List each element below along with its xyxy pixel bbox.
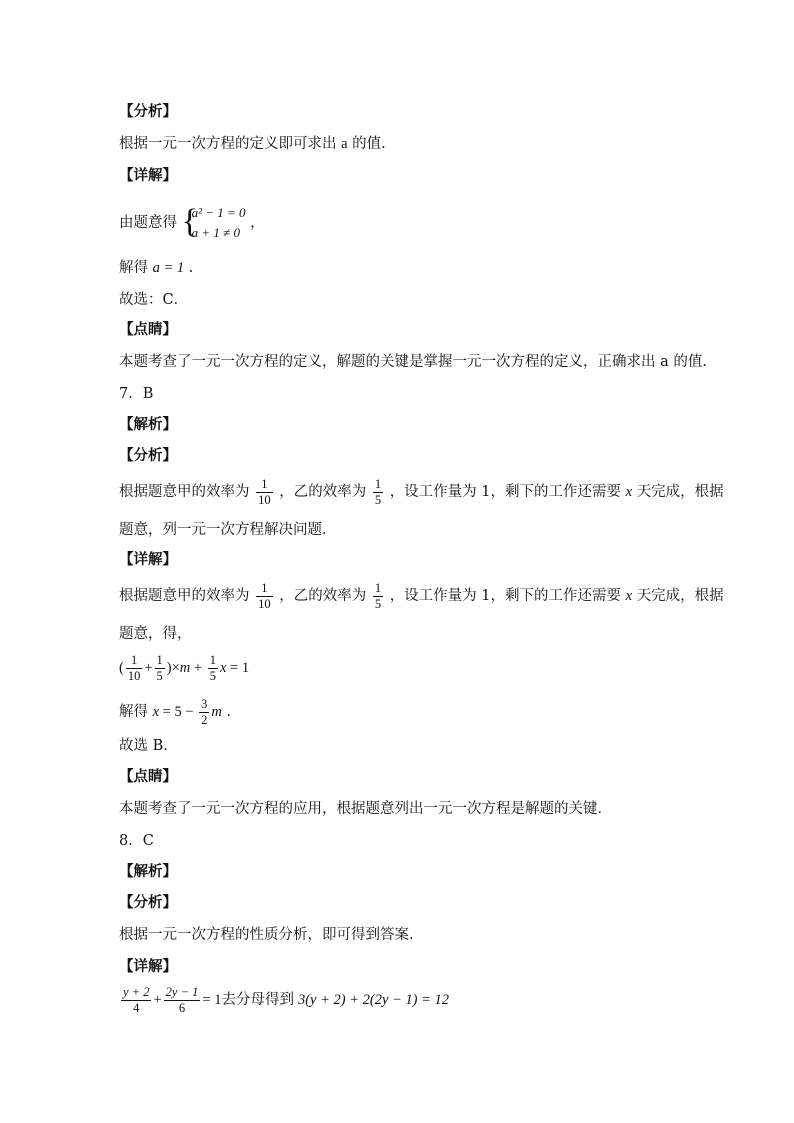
frac-num: 1: [156, 653, 163, 668]
answer-line-7: 故选 B．: [119, 738, 178, 754]
fraction-1-5: [208, 653, 218, 684]
eq-var-x: x: [219, 660, 227, 676]
jiede-7-var-m: m: [211, 704, 222, 720]
eq-open-paren: (: [119, 660, 124, 676]
frac-num: 1: [374, 476, 382, 491]
fenxi-heading: 【分析】: [119, 103, 177, 120]
frac-den: 4: [133, 1001, 140, 1016]
eq-plus-2: +: [190, 660, 206, 676]
fenxi-text-post: 的值.: [352, 136, 386, 152]
jiede-7-var-x: x: [152, 704, 160, 720]
system-eq-1: a² − 1 = 0: [191, 205, 246, 220]
fenxi-text-var: a: [341, 136, 348, 152]
jiede-period: .: [188, 260, 194, 276]
frac-num: 1: [374, 580, 382, 595]
fenxi-text-8: 根据一元一次方程的性质分析，即可得到答案．: [119, 927, 424, 943]
frac-num: 2y − 1: [165, 985, 199, 1000]
answer-line: 故选：C．: [119, 292, 189, 308]
jiede-equation: a = 1: [152, 260, 185, 276]
fraction-1-5: [373, 581, 383, 612]
jiede-7-label: 解得: [119, 704, 148, 720]
eq8-equals-1: = 1: [202, 992, 222, 1008]
fenxi-heading-8: 【分析】: [119, 894, 177, 911]
frac-den: 5: [209, 669, 216, 684]
jiede-7-mid: = 5 −: [159, 704, 198, 720]
frac-num: 1: [256, 477, 273, 493]
xiangjie-7-line-2: 题意，得，: [119, 626, 192, 642]
fraction-1-5: [155, 653, 165, 684]
frac-den: 10: [127, 669, 141, 684]
frac-num: 1: [256, 581, 273, 597]
yiti-comma: ，: [250, 215, 265, 231]
frac-num: 3: [201, 696, 208, 711]
dianjing-heading: 【点睛】: [119, 321, 177, 338]
equation-system-line: [119, 203, 265, 243]
dianjing-heading-7: 【点睛】: [119, 768, 177, 785]
f1-text-b: ，乙的效率为: [279, 484, 367, 500]
system-eq-2: a + 1 ≠ 0: [191, 225, 241, 240]
eq8-plus: +: [153, 992, 162, 1008]
jiede-label: 解得: [119, 260, 148, 276]
f1-text-a: 根据题意甲的效率为: [119, 484, 250, 500]
f1-var-x: x: [625, 484, 633, 500]
question-number-8: 8．C: [119, 833, 154, 849]
fenxi-heading-7: 【分析】: [119, 447, 177, 464]
frac-den: 6: [178, 1001, 186, 1016]
equation-7: [119, 652, 249, 684]
frac-num: 1: [209, 653, 216, 668]
d1-var-x: x: [625, 588, 633, 604]
frac-den: 10: [258, 492, 271, 507]
dianjing-text: 本题考查了一元一次方程的定义，解题的关键是掌握一元一次方程的定义，正确求出 a 的值.: [119, 354, 707, 370]
fraction-1-10: [126, 653, 143, 684]
d1-text-d: 天完成，根据: [636, 588, 724, 604]
fraction-2y-minus-1-over-6: [164, 985, 201, 1016]
frac-den: 5: [374, 492, 382, 507]
frac-den: 10: [258, 596, 271, 611]
dianjing-text-7: 本题考查了一元一次方程的应用，根据题意列出一元一次方程是解题的关键．: [119, 801, 612, 817]
equation-8: [119, 984, 449, 1016]
frac-den: 2: [201, 712, 208, 727]
fenxi-7-line-2: 题意，列一元一次方程解决问题．: [119, 522, 337, 538]
xiangjie-heading: 【详解】: [119, 167, 177, 184]
brace-glyph: {: [181, 203, 198, 240]
frac-den: 5: [156, 669, 163, 684]
eq8-rhs: 3(y + 2) + 2(2y − 1) = 12: [297, 992, 450, 1008]
xiangjie-7-line-1: [119, 580, 724, 612]
eq-plus: +: [144, 660, 153, 676]
fraction-y-plus-2-over-4: [121, 985, 151, 1016]
jiexi-heading-8: 【解析】: [119, 863, 177, 880]
frac-num: y + 2: [123, 985, 150, 1000]
jiexi-heading-7: 【解析】: [119, 416, 177, 433]
eq8-mid-text: 去分母得到: [221, 992, 294, 1008]
d1-text-c: ，设工作量为 1，剩下的工作还需要: [389, 588, 622, 604]
jiede-7-line: [119, 696, 241, 728]
fenxi-text-pre: 根据一元一次方程的定义即可求出: [119, 136, 337, 152]
fraction-1-10: [256, 581, 273, 612]
equation-system: [182, 203, 246, 243]
d1-text-b: ，乙的效率为: [279, 588, 367, 604]
frac-num: 1: [126, 653, 143, 669]
yiti-label: 由题意得: [119, 215, 177, 231]
fenxi-text: [119, 134, 386, 154]
eq-close-times: )×: [166, 660, 180, 676]
fraction-3-2: [199, 697, 209, 728]
jiede-line: [119, 258, 193, 278]
frac-den: 5: [374, 596, 382, 611]
fraction-1-5: [373, 477, 383, 508]
fraction-1-10: [256, 477, 273, 508]
jiede-7-period: ．: [226, 704, 241, 720]
f1-text-d: 天完成，根据: [636, 484, 724, 500]
eq-var-m: m: [179, 660, 191, 676]
xiangjie-heading-7: 【详解】: [119, 551, 177, 568]
xiangjie-heading-8: 【详解】: [119, 958, 177, 975]
d1-text-a: 根据题意甲的效率为: [119, 588, 250, 604]
f1-text-c: ，设工作量为 1，剩下的工作还需要: [389, 484, 622, 500]
question-number-7: 7．B: [119, 386, 154, 402]
eq-end: = 1: [226, 660, 250, 676]
fenxi-7-line-1: [119, 476, 724, 508]
